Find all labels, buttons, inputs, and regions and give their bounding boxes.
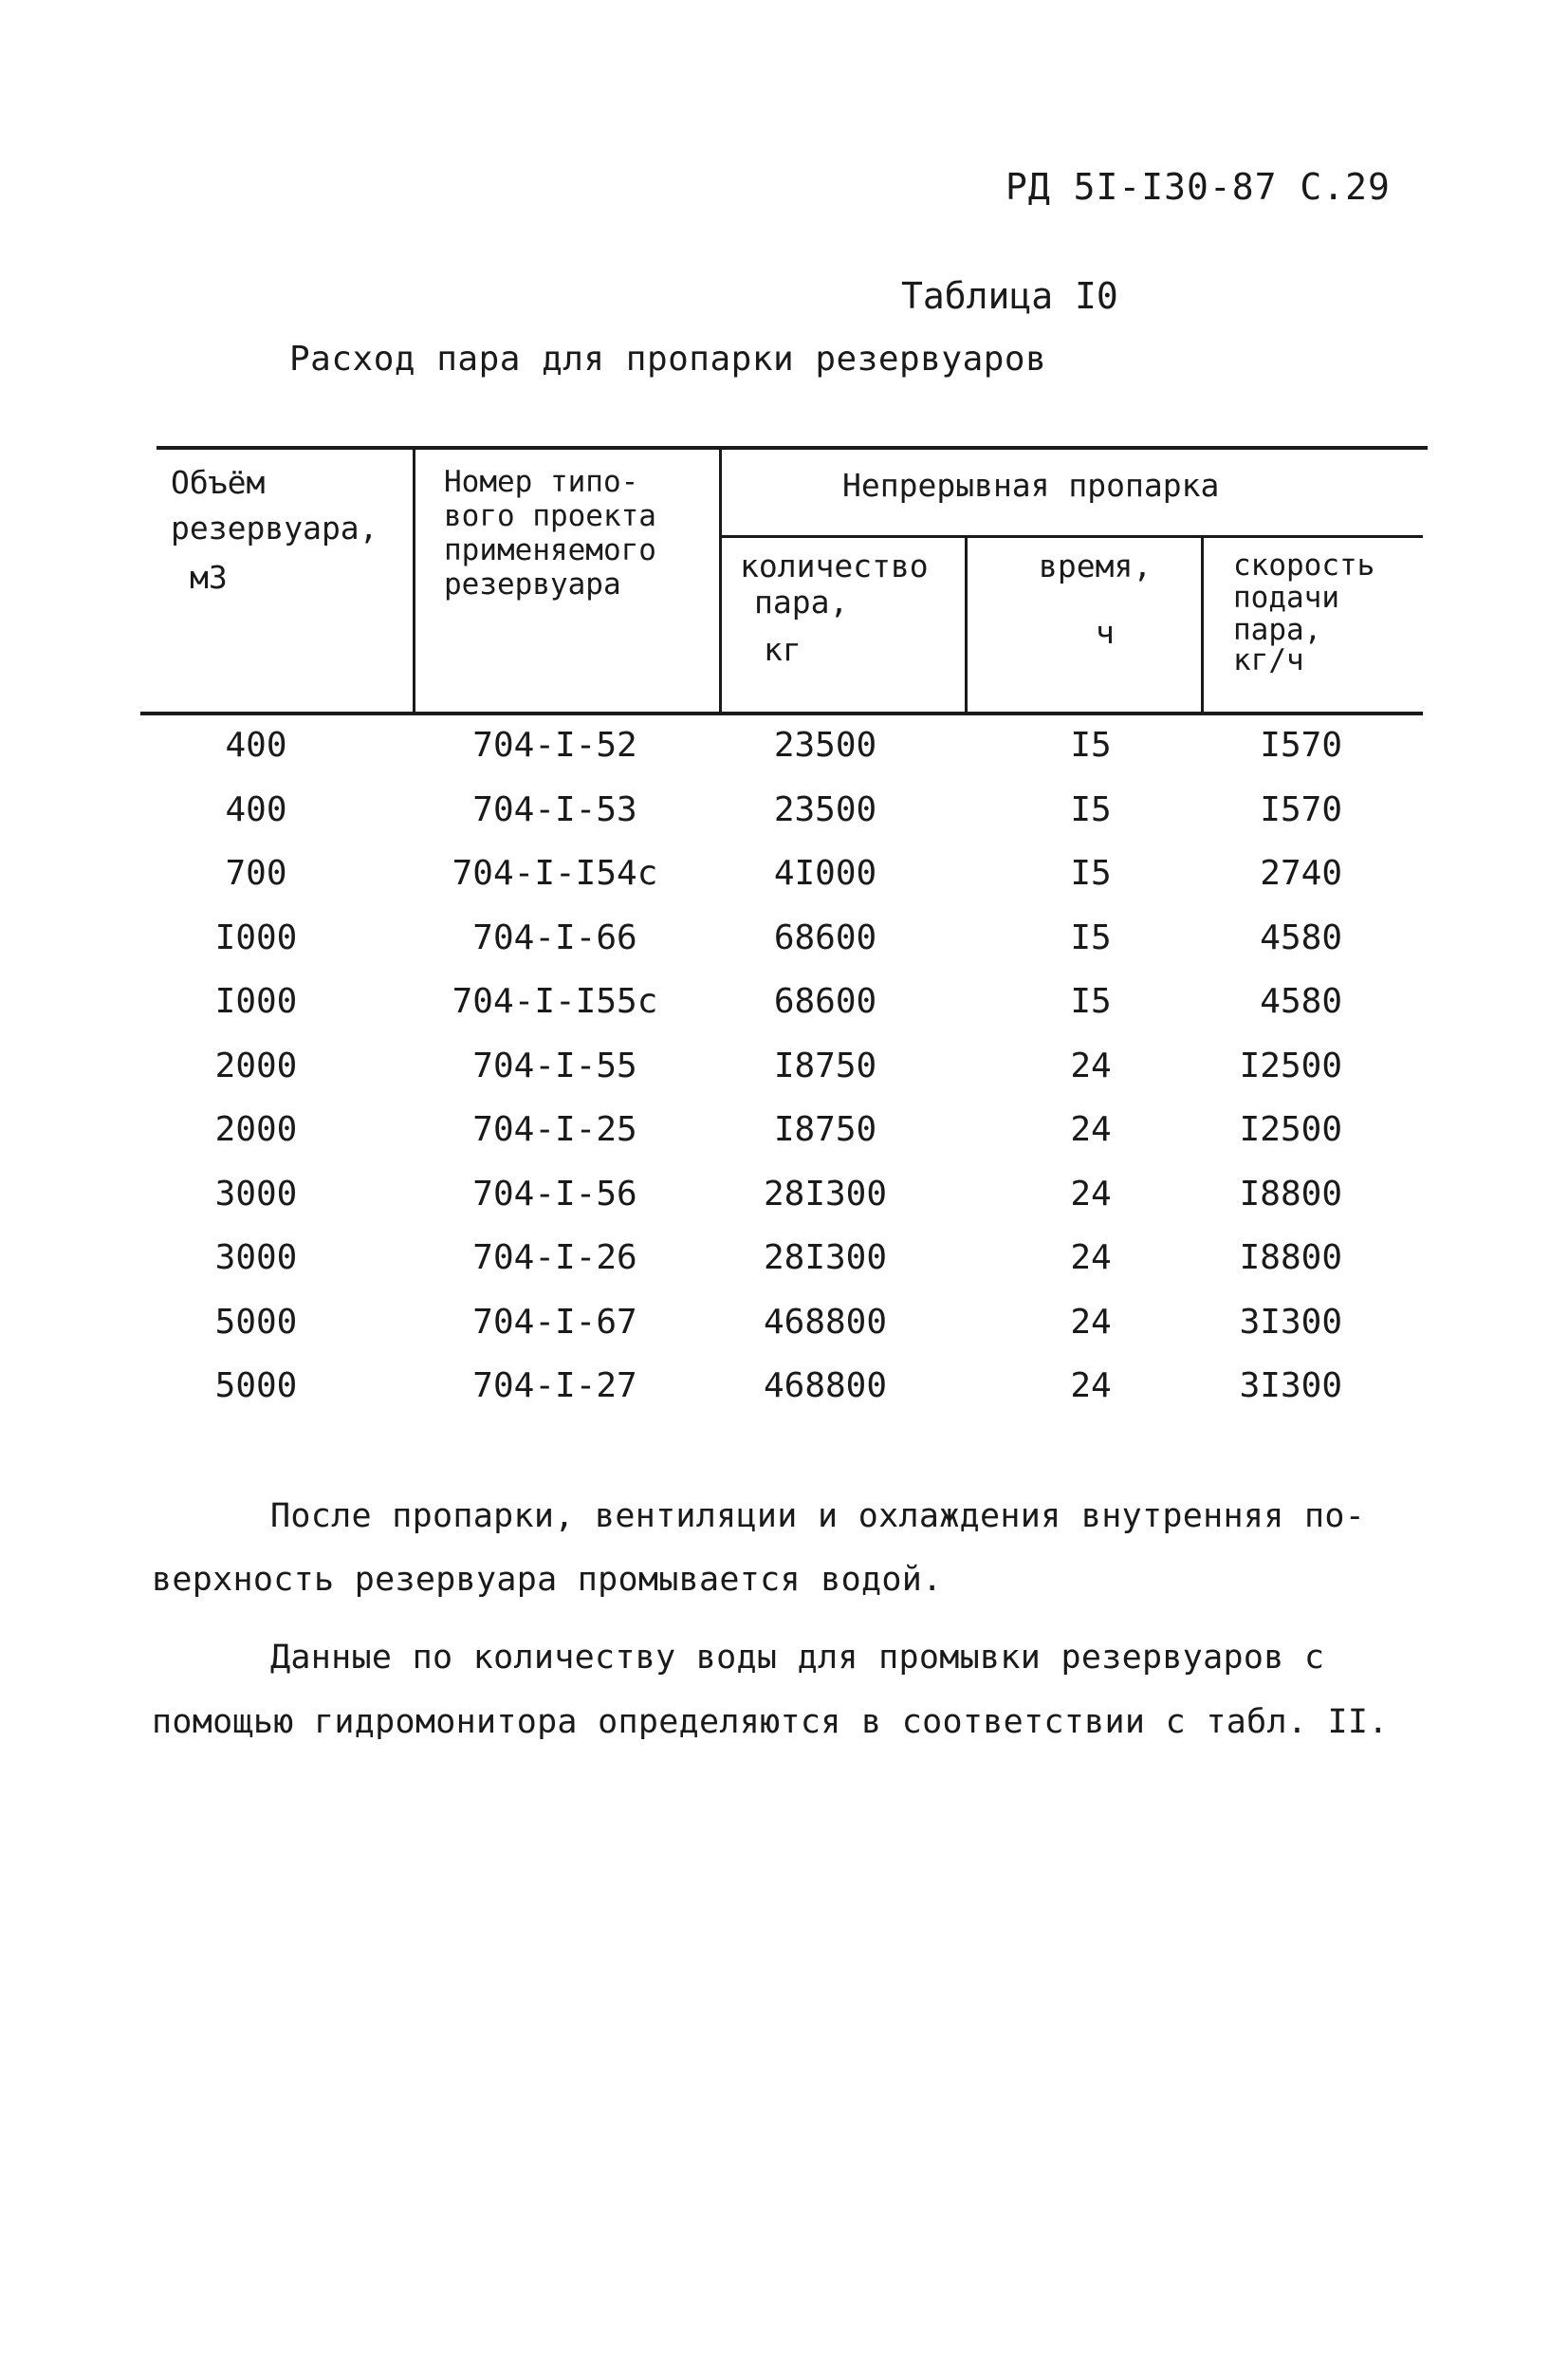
cell-project-number: 704-I-67 [472, 1302, 637, 1342]
cell-project-number: 704-I-27 [472, 1366, 637, 1405]
cell-time: I5 [1070, 726, 1112, 765]
cell-volume: 700 [225, 854, 287, 893]
cell-volume: 2000 [214, 1110, 298, 1149]
cell-steam-amount: 468800 [763, 1302, 888, 1342]
header-volume-line: м3 [190, 559, 228, 596]
header-steam-amount-line: пара, [754, 584, 849, 621]
group-header-rule [719, 535, 1423, 538]
col-divider-3 [965, 537, 968, 714]
cell-volume: 3000 [214, 1238, 298, 1277]
cell-steam-amount: 68600 [773, 918, 877, 957]
cell-project-number: 704-I-52 [472, 726, 637, 765]
cell-steam-amount: 4I000 [773, 854, 877, 893]
cell-steam-amount: 468800 [763, 1366, 888, 1405]
header-time-line: ч [1096, 614, 1115, 651]
cell-feed-rate: I2500 [1239, 1110, 1342, 1149]
table-number: Таблица I0 [901, 275, 1118, 317]
cell-time: 24 [1070, 1366, 1112, 1405]
cell-volume: 5000 [214, 1302, 298, 1342]
paragraph-line: верхность резервуара промывается водой. [152, 1561, 943, 1599]
cell-volume: 2000 [214, 1046, 298, 1085]
cell-feed-rate: I8800 [1239, 1174, 1342, 1214]
header-feed-rate-line: скорость [1233, 548, 1375, 583]
cell-time: 24 [1070, 1302, 1112, 1342]
paragraph-line: После пропарки, вентиляции и охлаждения внутренняя по- [270, 1497, 1366, 1535]
paragraph-line: Данные по количеству воды для промывки резервуаров с [270, 1639, 1325, 1677]
header-feed-rate-line: кг/ч [1233, 643, 1304, 677]
cell-feed-rate: I2500 [1239, 1046, 1342, 1085]
cell-time: I5 [1070, 854, 1112, 893]
cell-feed-rate: I570 [1260, 789, 1342, 829]
cell-time: 24 [1070, 1174, 1112, 1214]
header-volume-line: Объём [171, 464, 266, 501]
cell-time: I5 [1070, 789, 1112, 829]
cell-project-number: 704-I-26 [472, 1238, 637, 1277]
cell-project-number: 704-I-I55с [452, 982, 658, 1021]
page-header: РД 5I-I30-87 С.29 [1005, 166, 1391, 208]
header-steam-amount-line: количество [740, 547, 929, 584]
header-bottom-rule [140, 712, 1423, 715]
cell-steam-amount: 23500 [773, 789, 877, 829]
cell-feed-rate: I570 [1260, 726, 1342, 765]
cell-volume: 5000 [214, 1366, 298, 1405]
header-time-line: время, [1039, 547, 1153, 584]
header-steam-amount-line: кг [764, 631, 802, 668]
table-top-rule [157, 446, 1428, 450]
header-project-line: вого проекта [444, 499, 656, 533]
cell-project-number: 704-I-56 [472, 1174, 637, 1214]
cell-steam-amount: 28I300 [763, 1174, 888, 1214]
cell-project-number: 704-I-55 [472, 1046, 637, 1085]
header-volume-line: резервуара, [171, 510, 378, 547]
header-feed-rate-line: подачи [1233, 581, 1339, 615]
cell-time: I5 [1070, 918, 1112, 957]
cell-project-number: 704-I-I54с [452, 854, 658, 893]
header-project-line: Номер типо- [444, 465, 639, 499]
header-continuous-steaming: Непрерывная пропарка [842, 467, 1220, 504]
cell-volume: 400 [225, 789, 287, 829]
cell-steam-amount: 23500 [773, 726, 877, 765]
cell-feed-rate: I8800 [1239, 1238, 1342, 1277]
cell-feed-rate: 4580 [1260, 918, 1342, 957]
cell-volume: 3000 [214, 1174, 298, 1214]
cell-steam-amount: I8750 [773, 1110, 877, 1149]
header-project-line: применяемого [444, 533, 656, 567]
cell-steam-amount: 28I300 [763, 1238, 888, 1277]
cell-project-number: 704-I-25 [472, 1110, 637, 1149]
cell-feed-rate: 4580 [1260, 982, 1342, 1021]
cell-project-number: 704-I-53 [472, 789, 637, 829]
col-divider-4 [1201, 537, 1204, 714]
header-feed-rate-line: пара, [1233, 613, 1322, 647]
cell-volume: I000 [214, 918, 298, 957]
header-project-line: резервуара [444, 567, 621, 602]
cell-steam-amount: 68600 [773, 982, 877, 1021]
cell-feed-rate: 2740 [1260, 854, 1342, 893]
col-divider-2 [719, 448, 722, 714]
cell-steam-amount: I8750 [773, 1046, 877, 1085]
paragraph-line: помощью гидромонитора определяются в соответствии с табл. II. [152, 1703, 1389, 1741]
cell-time: 24 [1070, 1110, 1112, 1149]
cell-time: 24 [1070, 1046, 1112, 1085]
cell-time: I5 [1070, 982, 1112, 1021]
table-title: Расход пара для пропарки резервуаров [289, 340, 1047, 379]
col-divider-1 [413, 448, 415, 714]
cell-feed-rate: 3I300 [1239, 1302, 1342, 1342]
cell-feed-rate: 3I300 [1239, 1366, 1342, 1405]
cell-time: 24 [1070, 1238, 1112, 1277]
cell-project-number: 704-I-66 [472, 918, 637, 957]
cell-volume: I000 [214, 982, 298, 1021]
cell-volume: 400 [225, 726, 287, 765]
